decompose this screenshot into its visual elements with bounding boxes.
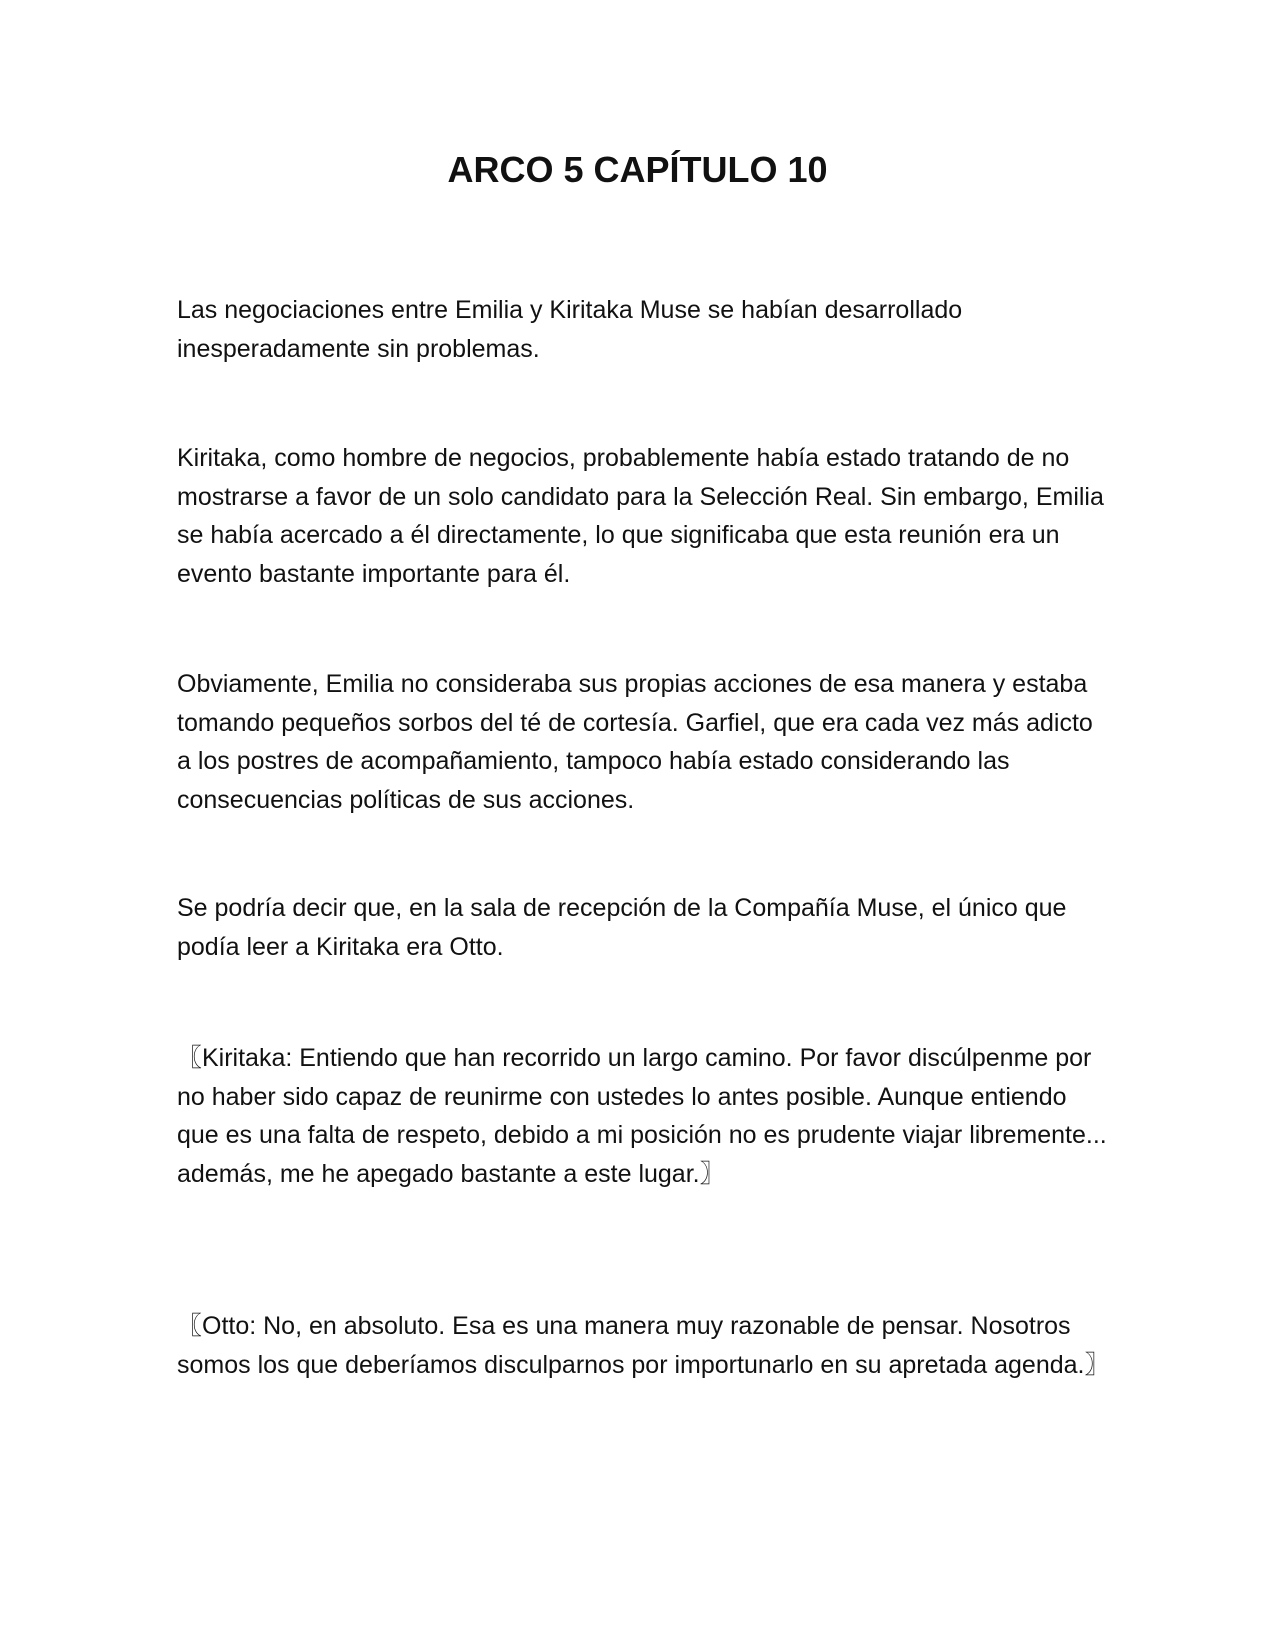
paragraph-otto-reader: Se podría decir que, en la sala de recepción de la Compañía Muse, el único que podía leer a Kiritaka era Otto. [177, 894, 1067, 961]
dialogue-kiritaka: 〖Kiritaka: Entiendo que han recorrido un largo camino. Por favor discúlpenme por no haber sido capaz de reunirme con ustedes lo antes posible. Aunque entiendo que es una falta de respeto, debido a mi posición no es prudente viajar libremente... además, me he apegado bastante a este lugar.〗 [177, 1044, 1107, 1188]
chapter-title: ARCO 5 CAPÍTULO 10 [447, 149, 828, 190]
dialogue-otto: 〖Otto: No, en absoluto. Esa es una manera muy razonable de pensar. Nosotros somos los que deberíamos disculparnos por importunarlo en su apretada agenda.〗 [177, 1312, 1110, 1379]
paragraph-kiritaka-business: Kiritaka, como hombre de negocios, probablemente había estado tratando de no mostrarse a favor de un solo candidato para la Selección Real. Sin embargo, Emilia se había acercado a él directamente, lo que significaba que esta reunión era un evento bastante importante para él. [177, 444, 1104, 588]
paragraph-emilia-garfiel: Obviamente, Emilia no consideraba sus propias acciones de esa manera y estaba tomando pequeños sorbos del té de cortesía. Garfiel, que era cada vez más adicto a los postres de acompañamiento, tampoco había estado considerando las consecuencias políticas de sus acciones. [177, 670, 1093, 814]
paragraph-intro: Las negociaciones entre Emilia y Kiritaka Muse se habían desarrollado inesperadamente sin problemas. [177, 296, 963, 363]
